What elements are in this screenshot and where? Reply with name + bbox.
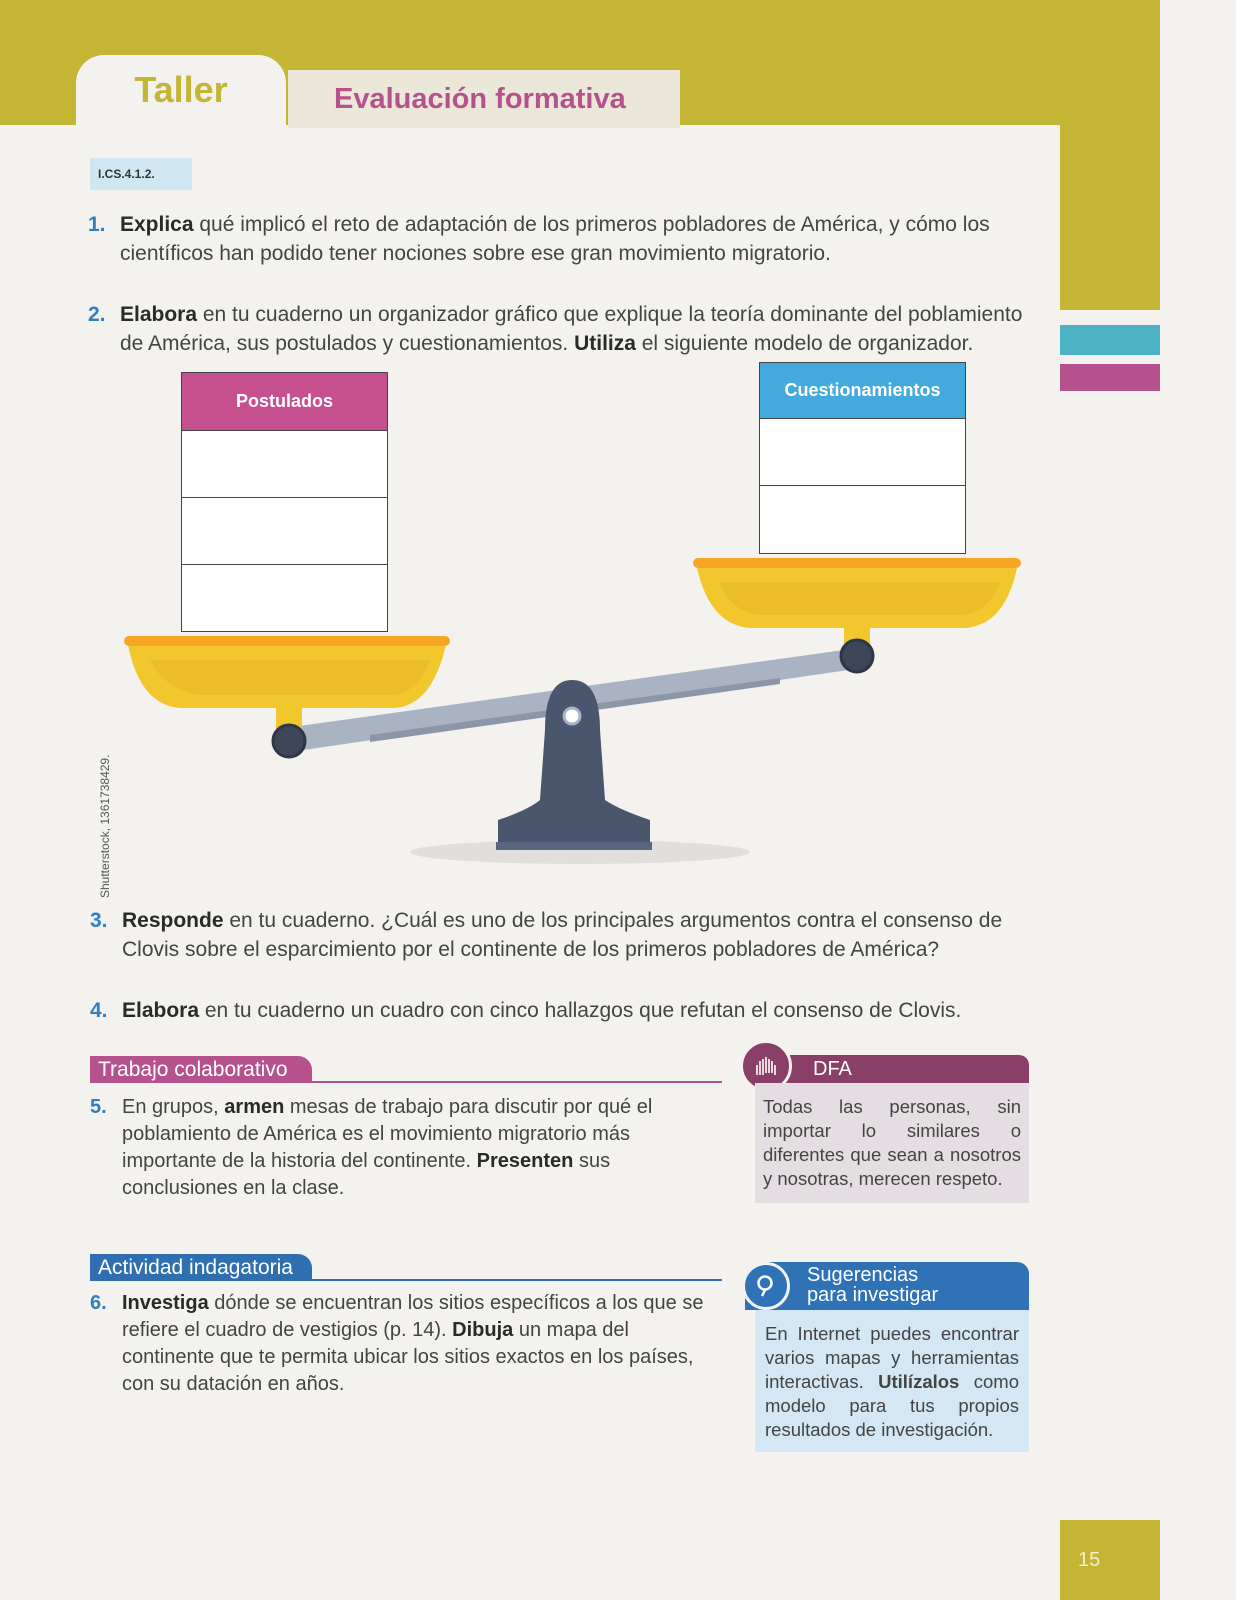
sugerencias-body — [755, 1310, 1029, 1452]
question-verb-2: Presenten — [476, 1150, 574, 1172]
postulados-row[interactable] — [182, 498, 387, 565]
left-pan-shade — [150, 660, 430, 695]
question-text: dónde se encuentran los sitios específicos a los que se refiere el cuadro de vestigios (p. 14). — [122, 1292, 704, 1341]
question-verb: Explica — [120, 213, 194, 236]
question-verb: Elabora — [122, 999, 200, 1022]
question-number: 4. — [90, 999, 108, 1022]
question-text: qué implicó el reto de adaptación de los primeros pobladores de América, y cómo los científicos han podido tener nociones sobre ese gran movimiento migratorio. — [120, 213, 990, 265]
taller-label: Taller — [134, 69, 228, 110]
postulados-header: Postulados — [182, 373, 387, 431]
question-number: 6. — [90, 1292, 107, 1314]
question-text: mesas de trabajo para discutir por qué el poblamiento de América es el movimiento migratorio más importante de la historia del continente. — [122, 1096, 653, 1172]
page-number: 15 — [1060, 1520, 1160, 1600]
side-band — [1060, 0, 1160, 310]
dfa-header — [755, 1055, 1029, 1083]
section-title: Evaluación formativa — [288, 70, 680, 128]
question-verb-2: Utiliza — [574, 332, 636, 355]
cuestionamientos-row[interactable] — [760, 486, 965, 552]
question-verb-2: Dibuja — [452, 1319, 514, 1341]
question-number: 5. — [90, 1096, 107, 1118]
question-verb: Investiga — [122, 1292, 209, 1314]
section-divider — [90, 1081, 722, 1083]
search-icon — [742, 1262, 790, 1310]
left-pan-joint — [273, 725, 305, 757]
scale-pivot — [564, 708, 580, 724]
question-6 — [90, 1290, 722, 1398]
postulados-row[interactable] — [182, 431, 387, 498]
actividad-indagatoria-tab: Actividad indagatoria — [90, 1254, 312, 1281]
question-text: en tu cuaderno. ¿Cuál es uno de los principales argumentos contra el consenso de Clovis sobre el esparcimiento por el continente de los primeros pobladores de América? — [122, 909, 1003, 961]
sugerencias-text: En Internet puedes encontrar varios mapas y herramientas interactivas. — [765, 1323, 1019, 1392]
question-verb: armen — [224, 1096, 285, 1118]
question-number: 2. — [88, 303, 106, 326]
teal-strip — [1060, 325, 1160, 355]
sugerencias-text: como modelo para tus propios resultados de investigación. — [765, 1371, 1019, 1440]
trabajo-colaborativo-tab: Trabajo colaborativo — [90, 1056, 312, 1083]
postulados-row[interactable] — [182, 565, 387, 630]
cuestionamientos-row[interactable] — [760, 419, 965, 486]
cuestionamientos-box — [759, 362, 966, 554]
right-pan-rim — [693, 558, 1021, 568]
question-3 — [90, 906, 1040, 964]
question-text: sus conclusiones en la clase. — [122, 1150, 611, 1199]
sugerencias-title-line2: para investigar — [807, 1284, 939, 1306]
image-credit: Shutterstock, 1361738429. — [98, 754, 112, 898]
dfa-title: DFA — [813, 1058, 852, 1080]
question-verb: Responde — [122, 909, 224, 932]
sugerencias-title-line1: Sugerencias — [807, 1264, 919, 1286]
left-pan-rim — [124, 636, 450, 646]
question-number: 1. — [88, 213, 106, 236]
question-text: en tu cuaderno un organizador gráfico que explique la teoría dominante del poblamiento de América, sus postulados y cuestionamientos. — [120, 303, 1023, 355]
scale-foot — [496, 842, 652, 850]
question-text: En grupos, — [122, 1096, 225, 1118]
section-divider — [90, 1279, 722, 1281]
question-4 — [90, 996, 1040, 1025]
right-pan-joint — [841, 640, 873, 672]
question-number: 3. — [90, 909, 108, 932]
magenta-strip — [1060, 364, 1160, 391]
question-text: en tu cuaderno un cuadro con cinco hallazgos que refutan el consenso de Clovis. — [199, 999, 962, 1022]
dfa-body: Todas las personas, sin importar lo similares o diferentes que sean a nosotros y nosotras, merecen respeto. — [755, 1083, 1029, 1203]
sugerencias-verb: Utilízalos — [878, 1371, 960, 1392]
question-text-2: el siguiente modelo de organizador. — [635, 332, 974, 355]
question-2 — [88, 300, 1040, 358]
taller-tab — [76, 55, 286, 135]
question-text: un mapa del continente que te permita ubicar los sitios exactos en los países, con su datación en años. — [122, 1319, 694, 1395]
criterion-code: I.CS.4.1.2. — [90, 158, 192, 190]
question-1 — [88, 210, 1040, 268]
question-5 — [90, 1094, 722, 1202]
question-verb: Elabora — [120, 303, 198, 326]
cuestionamientos-header: Cuestionamientos — [760, 363, 965, 419]
postulados-box — [181, 372, 388, 632]
right-pan-shade — [720, 582, 1000, 615]
